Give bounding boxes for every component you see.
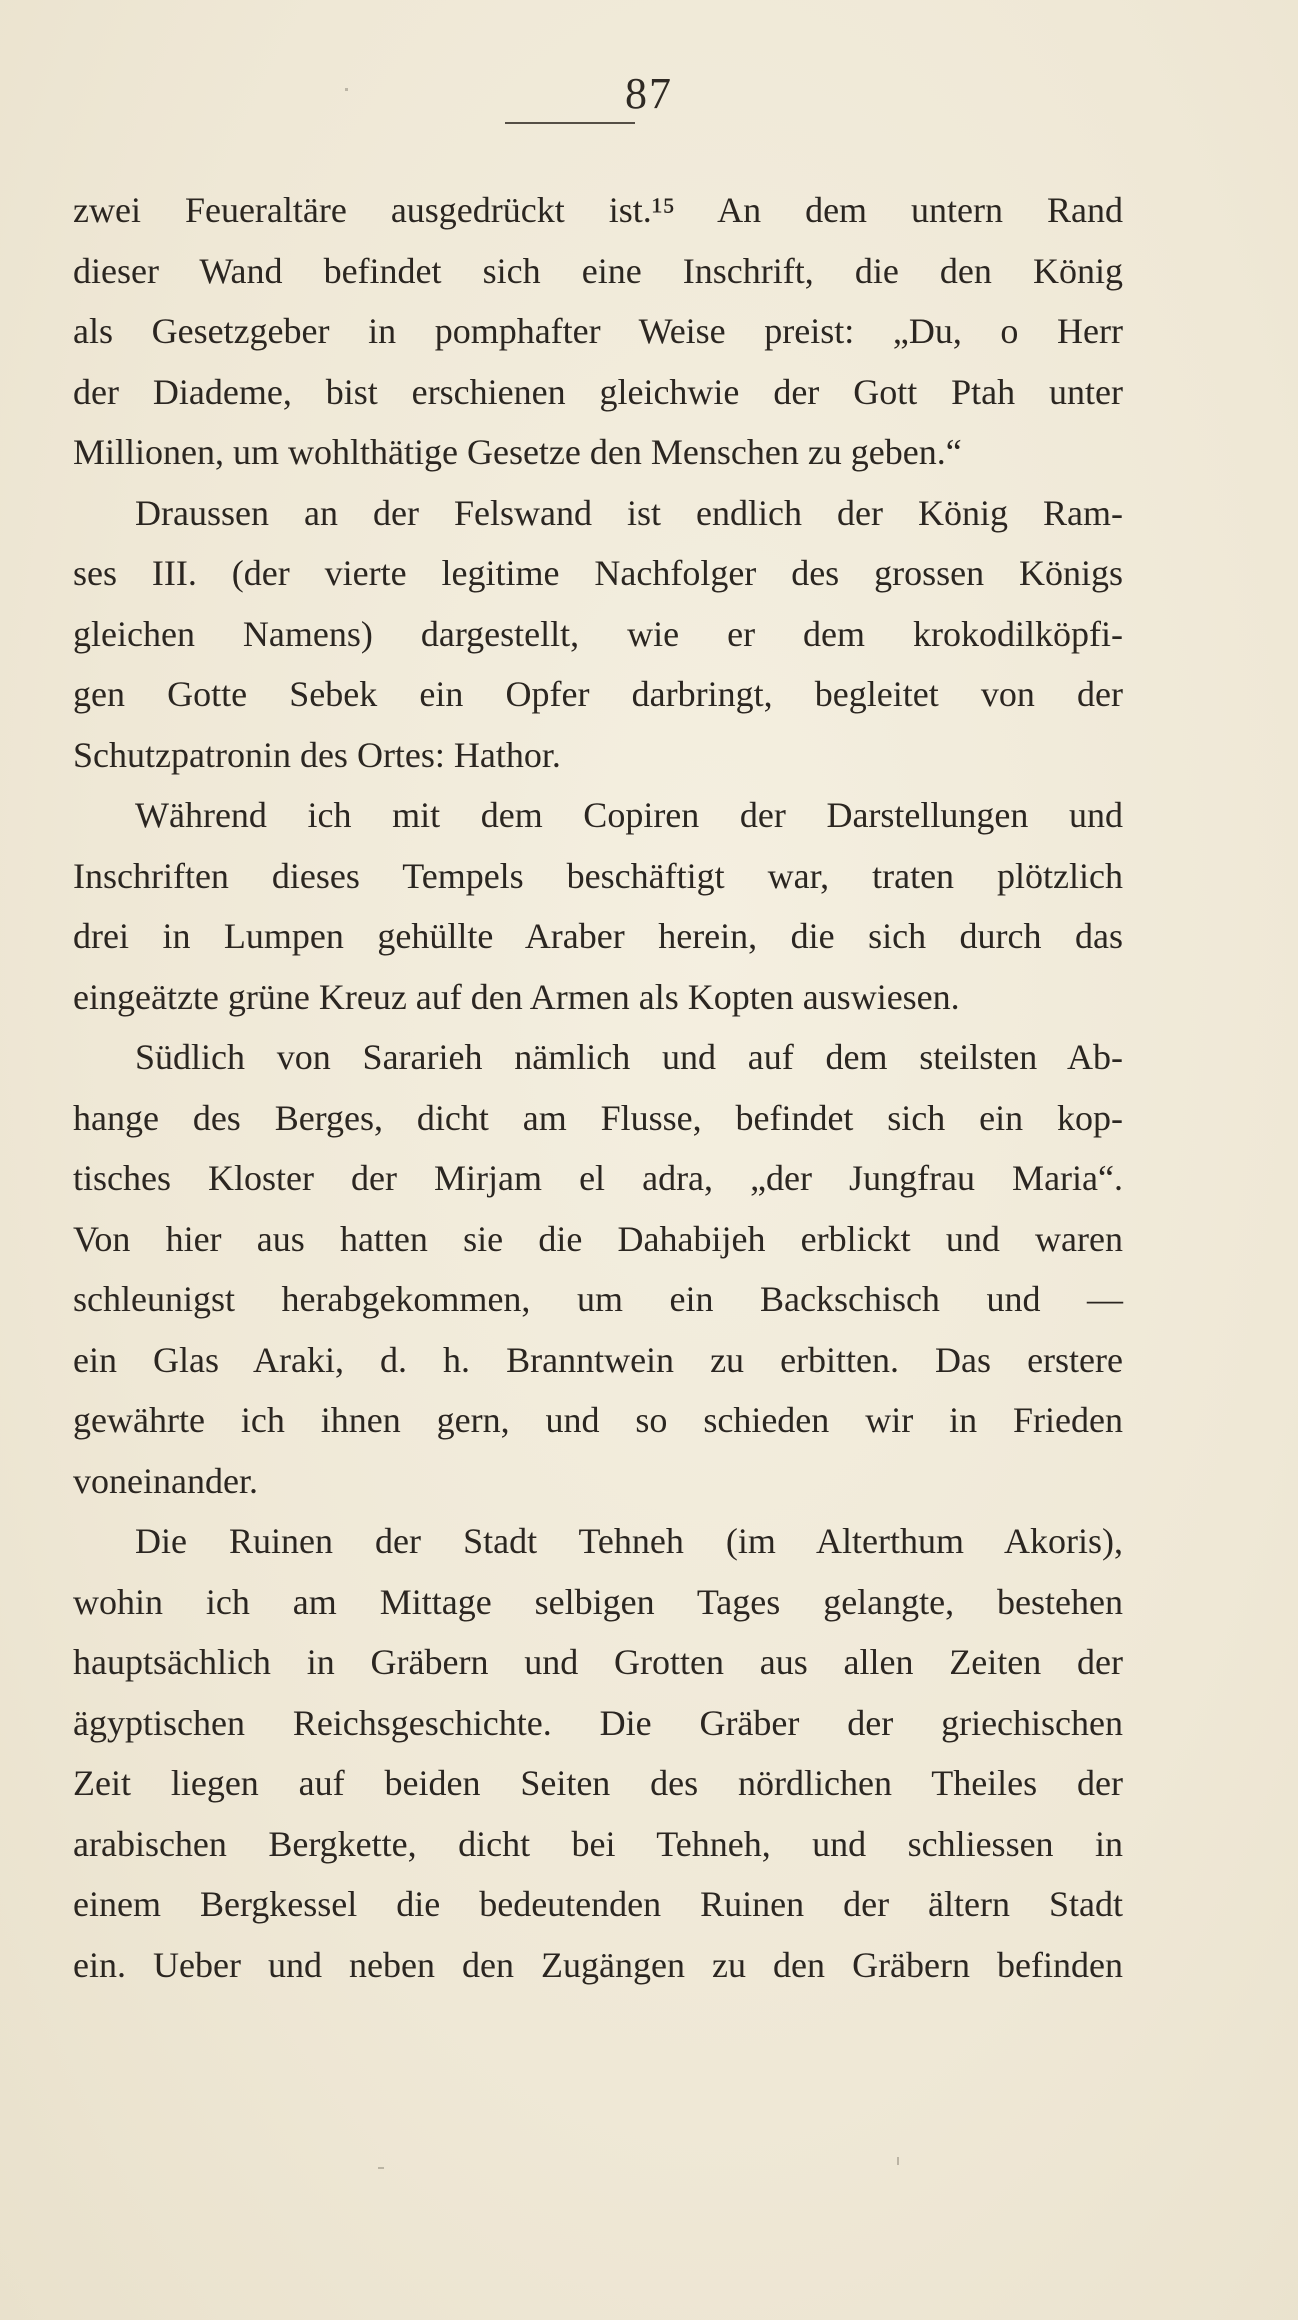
margin-mark [378,2167,384,2169]
text-line: der Diademe, bist erschienen gleichwie der Gott Ptah unter [73,371,1123,412]
text-line: Die Ruinen der Stadt Tehneh (im Alterthum Akoris), [135,1521,1123,1561]
text-line: ägyptischen Reichsgeschichte. Die Gräber der griechischen [73,1702,1123,1743]
margin-mark [897,2157,899,2165]
margin-mark [345,88,348,91]
page-number: 87 [625,69,673,118]
text-line: ein. Ueber und neben den Zugängen zu den Gräbern befinden [73,1944,1123,1985]
text-line: Millionen, um wohlthätige Gesetze den Menschen zu geben.“ [73,432,962,472]
text-line: voneinander. [73,1460,258,1501]
text-line: Zeit liegen auf beiden Seiten des nördlichen Theiles der [73,1763,1123,1803]
text-line: schleunigst herabgekommen, um ein Backschisch und — [73,1279,1123,1319]
header-rule [505,122,635,124]
text-line: gen Gotte Sebek ein Opfer darbringt, begleitet von der [73,674,1123,714]
text-line: eingeätzte grüne Kreuz auf den Armen als Kopten auswiesen. [73,976,960,1017]
text-line: Inschriften dieses Tempels beschäftigt war, traten plötzlich [73,855,1123,896]
text-line: als Gesetzgeber in pomphafter Weise preist: „Du, o Herr [73,311,1123,351]
text-line: drei in Lumpen gehüllte Araber herein, die sich durch das [73,916,1123,956]
text-line: Schutzpatronin des Ortes: Hathor. [73,734,561,775]
text-line: tisches Kloster der Mirjam el adra, „der Jungfrau Maria“. [73,1158,1123,1198]
text-line: Während ich mit dem Copiren der Darstellungen und [135,795,1123,835]
text-line: arabischen Bergkette, dicht bei Tehneh, und schliessen in [73,1823,1123,1864]
text-line: hauptsächlich in Gräbern und Grotten aus allen Zeiten der [73,1642,1123,1682]
text-line: Südlich von Sararieh nämlich und auf dem steilsten Ab- [135,1037,1123,1077]
text-line: ein Glas Araki, d. h. Branntwein zu erbitten. Das erstere [73,1339,1123,1380]
body-text [73,180,1123,1995]
text-line: dieser Wand befindet sich eine Inschrift, die den König [73,250,1123,291]
text-line: Von hier aus hatten sie die Dahabijeh erblickt und waren [73,1218,1123,1259]
text-line: hange des Berges, dicht am Flusse, befindet sich ein kop- [73,1097,1123,1138]
text-line: zwei Feueraltäre ausgedrückt ist.¹⁵ An dem untern Rand [73,190,1123,230]
text-line: gewährte ich ihnen gern, und so schieden wir in Frieden [73,1400,1123,1440]
text-line: Draussen an der Felswand ist endlich der König Ram- [135,492,1123,533]
text-line: gleichen Namens) dargestellt, wie er dem krokodilköpfi- [73,613,1123,654]
text-line: wohin ich am Mittage selbigen Tages gelangte, bestehen [73,1581,1123,1622]
text-line: einem Bergkessel die bedeutenden Ruinen der ältern Stadt [73,1884,1123,1924]
text-line: ses III. (der vierte legitime Nachfolger des grossen Königs [73,553,1123,593]
